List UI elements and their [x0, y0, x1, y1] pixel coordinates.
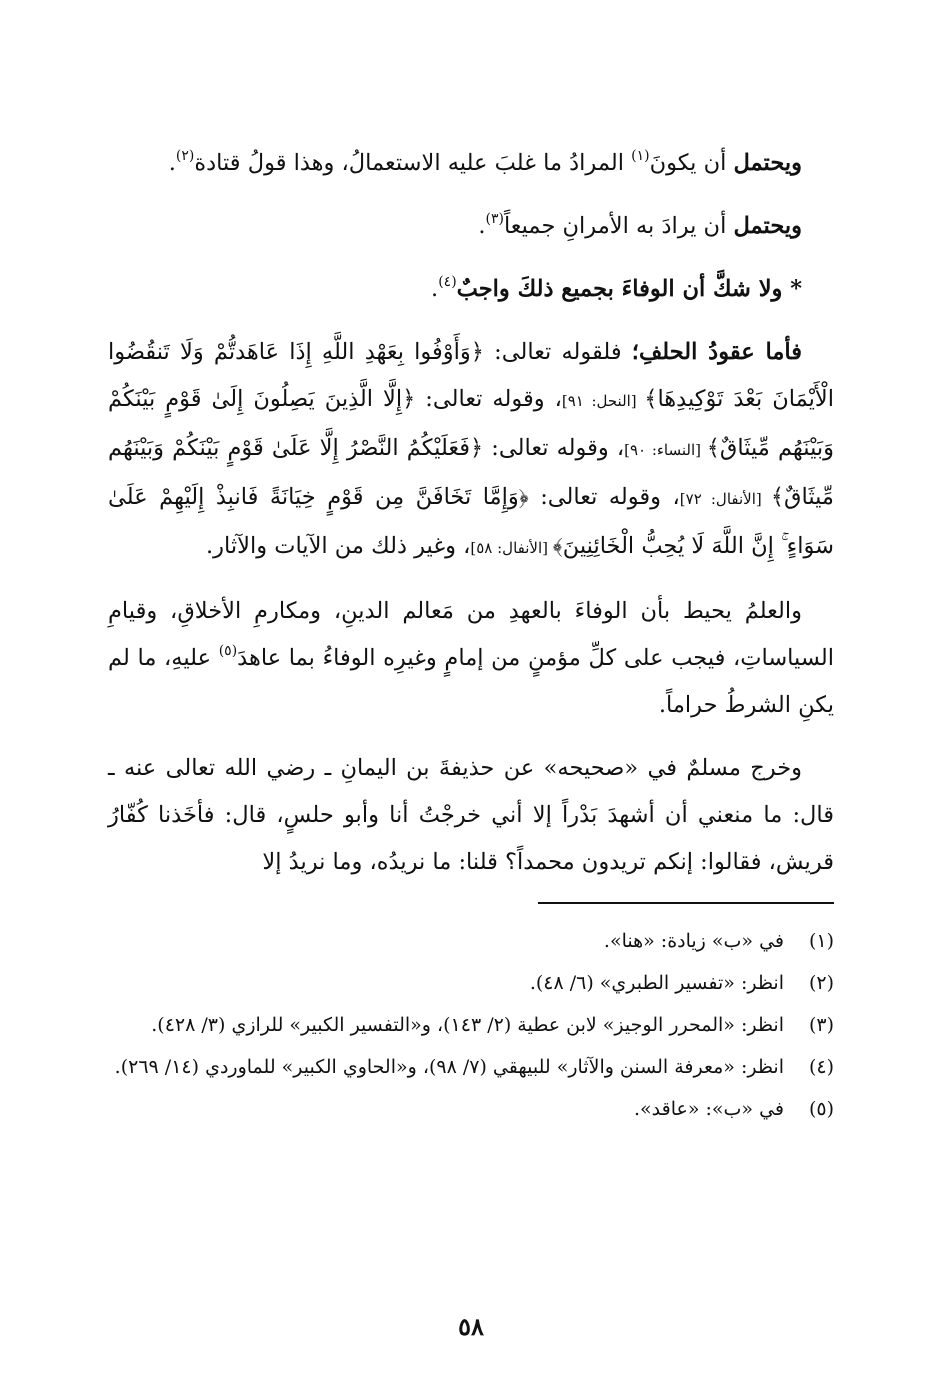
footnote-ref-4[interactable]: (٤) [438, 274, 457, 290]
paragraph-text: ، وغير ذلك من الآيات والآثار. [206, 533, 471, 559]
paragraph-text: المرادُ ما غلبَ عليه الاستعمالُ، وهذا قولُ قتادة [194, 150, 632, 176]
footnote-text: في «ب»: «عاقد». [633, 1098, 784, 1120]
footnote-ref-3[interactable]: (٣) [485, 211, 504, 227]
paragraph-text: . [478, 213, 486, 239]
paragraph-text: ، وقوله تعالى: [415, 386, 562, 412]
footnote-item [108, 1050, 834, 1085]
paragraph-text: عليهِ، ما لم يكنِ الشرطُ حراماً. [108, 645, 834, 718]
paragraph-6 [108, 745, 834, 886]
paragraph-text: وخرج مسلمٌ في «صحيحه» عن حذيفةَ بن اليمانِ ـ رضي الله تعالى عنه ـ قال: ما منعني أن أشهدَ بَدْراً إلا أني خرجْتُ أنا وأبو حلسٍ، قال: فأخَذنا كُفّارُ قريش، فقالوا: إنكم تريدون محمداً؟ قلنا: ما نريدُه، وما نريدُ إلا [108, 755, 834, 875]
paragraph-1 [108, 140, 834, 187]
footnote-item [108, 1092, 834, 1127]
paragraph-text: . [431, 276, 439, 302]
paragraph-lead: فأما عقودُ الحلفِ؛ [631, 339, 802, 365]
verse-reference: [الأنفال: ٥٨] [470, 539, 553, 557]
footnote-item [108, 966, 834, 1001]
paragraph-lead: ويحتمل [733, 150, 802, 176]
paragraph-text: أن يرادَ به الأمرانِ جميعاً [503, 213, 734, 239]
footnote-number: (٤) [808, 1056, 834, 1078]
paragraph-lead: * ولا شكَّ أن الوفاءَ بجميع ذلكَ واجبٌ [456, 276, 802, 302]
verse-reference: [الأنفال: ٧٢] [679, 490, 771, 508]
paragraph-4 [108, 329, 834, 572]
footnote-item [108, 924, 834, 959]
paragraph-lead: ويحتمل [733, 213, 802, 239]
footnote-text: انظر: «معرفة السنن والآثار» للبيهقي (٧/ ٩٨)، و«الحاوي الكبير» للماوردي (١٤/ ٢٦٩). [114, 1056, 784, 1078]
footnote-number: (٥) [808, 1098, 834, 1120]
paragraph-2 [108, 203, 834, 250]
quran-verse: ﴿فَعَلَيْكُمُ النَّصْرُ إِلَّا عَلَىٰ قَوْمٍ بَيْنَكُمْ وَبَيْنَهُم مِّيثَاقٌ﴾ [108, 435, 834, 510]
footnote-number: (٢) [808, 972, 834, 994]
paragraph-text: ، وقوله تعالى: [528, 484, 680, 510]
page-number: ٥٨ [458, 1312, 484, 1341]
quran-verse: ﴿إِلَّا الَّذِينَ يَصِلُونَ إِلَىٰ قَوْمٍ بَيْنَكُمْ وَبَيْنَهُم مِّيثَاقٌ﴾ [108, 386, 835, 461]
paragraph-text: أن يكونَ [649, 150, 734, 176]
main-text [108, 140, 834, 886]
quran-verse: ﴿وَإِمَّا تَخَافَنَّ مِن قَوْمٍ خِيَانَةً فَانبِذْ إِلَيْهِمْ عَلَىٰ سَوَاءٍ ۚ إِنَّ اللَّهَ لَا يُحِبُّ الْخَائِنِينَ﴾ [108, 484, 834, 559]
footnotes-list [108, 924, 834, 1127]
paragraph-3 [108, 266, 834, 313]
footnote-ref-2[interactable]: (٢) [175, 148, 195, 164]
quran-verse: ﴿وَأَوْفُوا بِعَهْدِ اللَّهِ إِذَا عَاهَدتُّمْ وَلَا تَنقُضُوا الْأَيْمَانَ بَعْدَ تَوْكِيدِهَا﴾ [108, 339, 834, 412]
paragraph-text: . [168, 150, 176, 176]
footnote-separator [538, 902, 834, 904]
paragraph-text: ، وقوله تعالى: [483, 435, 625, 461]
footnote-text: انظر: «المحرر الوجيز» لابن عطية (٢/ ١٤٣)، و«التفسير الكبير» للرازي (٣/ ٤٢٨). [151, 1014, 784, 1036]
footnote-ref-5[interactable]: (٥) [218, 643, 238, 659]
verse-reference: [النحل: ٩١] [561, 392, 645, 410]
paragraph-text: والعلمُ يحيط بأن الوفاءَ بالعهدِ من مَعالم الدينِ، ومكارمِ الأخلاقِ، وقيامِ السياساتِ، فيجب على كلِّ مؤمنٍ من إمامٍ وغيرِه الوفاءُ بما عاهدَ [108, 598, 834, 671]
footnote-text: في «ب» زيادة: «هنا». [603, 930, 784, 952]
paragraph-text: فلقوله تعالى: [483, 339, 632, 365]
verse-reference: [النساء: ٩٠] [624, 441, 707, 459]
paragraph-5 [108, 588, 834, 729]
footnote-text: انظر: «تفسير الطبري» (٦/ ٤٨). [529, 972, 784, 994]
footnote-ref-1[interactable]: (١) [631, 148, 650, 164]
footnote-number: (٣) [808, 1014, 834, 1036]
footnote-item [108, 1008, 834, 1043]
footnote-number: (١) [808, 930, 834, 952]
